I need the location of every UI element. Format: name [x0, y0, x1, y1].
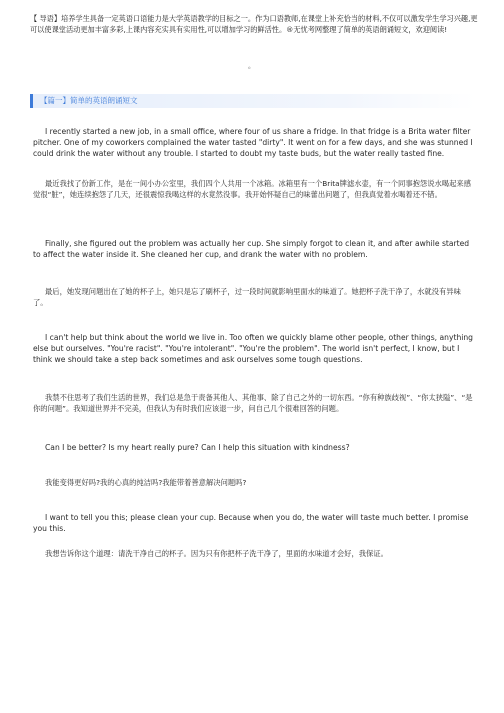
paragraph-en-5: I want to tell you this; please clean your cup. Because when you do, the water will taste much better. I promise you this. — [33, 513, 469, 534]
intro-text: 【 导语】培养学生具备一定英语口语能力是大学英语教学的目标之一。作为口语教师,在课堂上补充恰当的材料,不仅可以激发学生学习兴趣,更可以使课堂活动更加丰富多彩,上课内容充实具有实用性,可以增加学习的鲜活性。®无忧考网整理了简单的英语朗诵短文，欢迎阅读! — [30, 14, 478, 34]
paragraph-cn-4: 我能变得更好吗?我的心真的纯洁吗?我能带着善意解决问题吗? — [45, 478, 247, 487]
paragraph-en-1: I recently started a new job, in a small office, where four of us share a fridge. In that fridge is a Brita water filter pitcher. One of my coworkers complained the water tasted "dirty". It went on for a few days, and she was stunned I could drink the water without any trouble. I started to doubt my taste buds, but the water really tasted fine. — [33, 127, 473, 159]
paragraph-cn-1: 最近我找了份新工作，是在一间小办公室里，我们四个人共用一个冰箱。冰箱里有一个Brita牌滤水壶，有一个同事抱怨说水喝起来感觉很“脏”，她连续抱怨了几天，还很震惊我喝这样的水竟然没事。我开始怀疑自己的味蕾出问题了，但我真觉着水喝着还不错。 — [33, 179, 471, 200]
paragraph-cn-5: 我想告诉你这个道理：请洗干净自己的杯子。因为只有你把杯子洗干净了，里面的水味道才会好，我保证。 — [45, 549, 388, 558]
paragraph-cn-2: 最后，她发现问题出在了她的杯子上，她只是忘了刷杯子，过一段时间就影响里面水的味道了。她把杯子洗干净了，水就没有异味了。 — [33, 287, 461, 308]
center-dot: 。 — [248, 62, 255, 70]
section-header — [30, 94, 475, 108]
paragraph-en-2: Finally, she figured out the problem was actually her cup. She simply forgot to clean it, and after awhile started to affect the water inside it. She cleaned her cup, and drank the water with no problem. — [33, 239, 470, 260]
paragraph-en-3: I can't help but think about the world we live in. Too often we quickly blame other people, other things, anything else but ourselves. "You're racist". "You're intolerant". "You're the problem". The world isn't perfect, I know, but I think we should take a step back sometimes and ask ourselves some tough questions. — [33, 333, 473, 365]
section-title: 【篇一】简单的英语朗诵短文 — [40, 96, 138, 105]
paragraph-en-4: Can I be better? Is my heart really pure? Can I help this situation with kindness? — [45, 443, 350, 452]
paragraph-cn-3: 我禁不住思考了我们生活的世界，我们总是急于责备其他人、其他事、除了自己之外的一切东西。“你有种族歧视”、“你太狭隘”、“是你的问题”。我知道世界并不完美，但我认为有时我们应该退一步，问自己几个很难回答的问题。 — [33, 393, 473, 414]
